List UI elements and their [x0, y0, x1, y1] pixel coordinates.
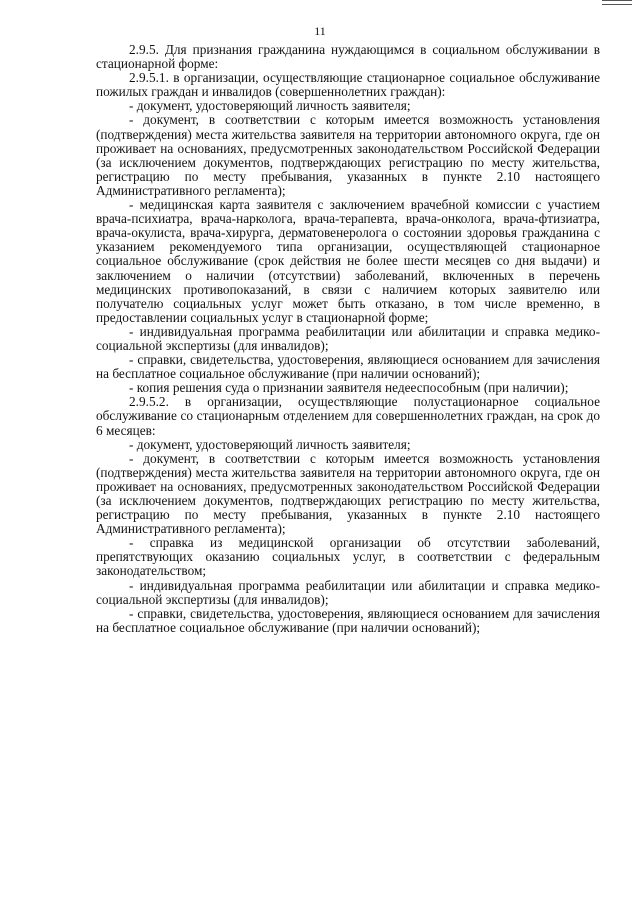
list-item: - копия решения суда о признании заявителя недееспособным (при наличии); — [129, 380, 569, 396]
clause-2-9-5: 2.9.5. Для признания гражданина нуждающимся в социальном обслуживании в стационарной форме: — [96, 42, 600, 72]
list-item: - индивидуальная программа реабилитации или абилитации и справка медико-социальной экспертизы (для инвалидов); — [96, 323, 600, 353]
list-item: - справки, свидетельства, удостоверения, являющиеся основанием для зачисления на бесплатное социальное обслуживание (при наличии оснований); — [96, 605, 600, 635]
list-item: - документ, удостоверяющий личность заявителя; — [129, 98, 411, 114]
list-item: - справки, свидетельства, удостоверения, являющиеся основанием для зачисления на бесплатное социальное обслуживание (при наличии оснований); — [96, 352, 600, 382]
list-item: - медицинская карта заявителя с заключением врачебной комиссии с участием врача-психиатра, врача-нарколога, врача-терапевта, врача-онколога, врача-фтизиатра, врача-окулиста, врача-хирурга, дерматовенеролога о состоянии здоровья гражданина с указанием рекомендуемого типа организации, осуществляющей стационарное социальное обслуживание (срок действия не более шести месяцев со дня выдачи) и заключением о наличии (отсутствии) заболеваний, включенных в перечень медицинских противопоказаний, в связи с наличием которых заявителю или получателю социальных услуг может быть отказано, в том числе временно, в предоставлении социальных услуг в стационарной форме; — [96, 197, 600, 325]
list-item: - документ, в соответствии с которым имеется возможность установления (подтверждения) места жительства заявителя на территории автономного округа, где он проживает на основаниях, предусмотренных законодательством Российской Федерации (за исключением документов, подтверждающих регистрацию по месту жительства, регистрацию по месту пребывания, указанных в пункте 2.10 настоящего Административного регламента); — [96, 450, 600, 537]
clause-2-9-5-2: 2.9.5.2. в организации, осуществляющие полустационарное социальное обслуживание со стационарным отделением для совершеннолетних граждан, на срок до 6 месяцев: — [96, 394, 600, 438]
list-item: - документ, в соответствии с которым имеется возможность установления (подтверждения) места жительства заявителя на территории автономного округа, где он проживает на основаниях, предусмотренных законодательством Российской Федерации (за исключением документов, подтверждающих регистрацию по месту жительства, регистрацию по месту пребывания, указанных в пункте 2.10 настоящего Административного регламента); — [96, 112, 600, 198]
list-item: - справка из медицинской организации об отсутствии заболеваний, препятствующих оказанию социальных услуг, в соответствии с федеральным законодательством; — [96, 535, 600, 579]
page-number: 11 — [314, 24, 326, 38]
clause-2-9-5-1: 2.9.5.1. в организации, осуществляющие стационарное социальное обслуживание пожилых граждан и инвалидов (совершеннолетних граждан): — [96, 70, 600, 100]
document-body — [96, 43, 600, 635]
list-item: - документ, удостоверяющий личность заявителя; — [129, 436, 411, 452]
scan-corner-mark — [602, 0, 632, 5]
list-item: - индивидуальная программа реабилитации или абилитации и справка медико-социальной экспертизы (для инвалидов); — [96, 577, 600, 607]
